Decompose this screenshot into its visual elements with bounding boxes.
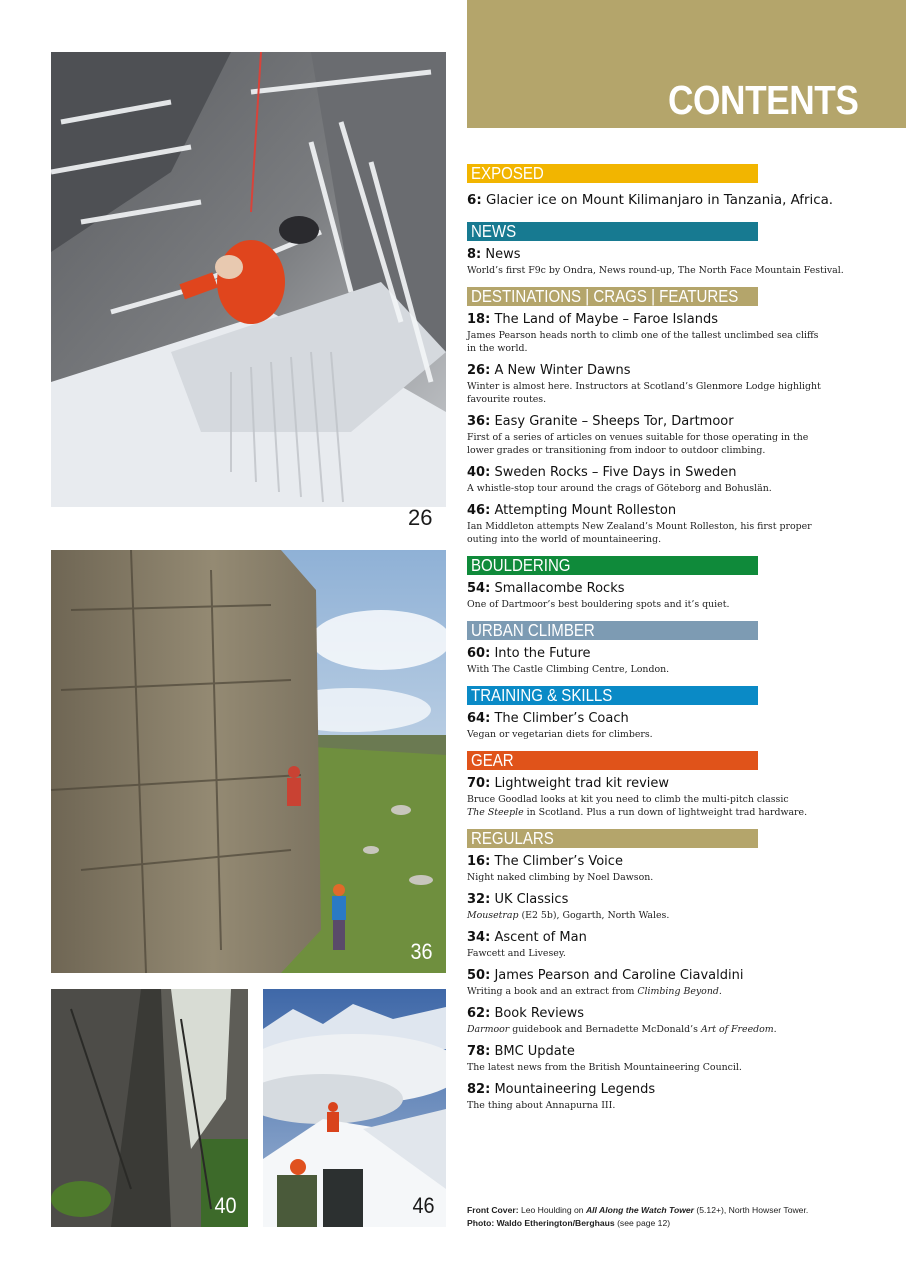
- page-title: CONTENTS: [667, 77, 858, 123]
- toc-entry[interactable]: 64: The Climber’s Coach: [467, 711, 629, 726]
- toc-entry[interactable]: 18: The Land of Maybe – Faroe Islands: [467, 312, 718, 327]
- photo-ice-climber: [51, 52, 446, 507]
- toc-entry[interactable]: 50: James Pearson and Caroline Ciavaldini: [467, 968, 744, 983]
- toc-entry-desc: Vegan or vegetarian diets for climbers.: [467, 729, 653, 740]
- section-header-exposed: EXPOSED: [467, 164, 758, 183]
- section-header-regulars: REGULARS: [467, 829, 758, 848]
- toc-entry[interactable]: 16: The Climber’s Voice: [467, 854, 623, 869]
- photo-page-number: 46: [411, 1193, 434, 1218]
- toc-entry[interactable]: 78: BMC Update: [467, 1044, 575, 1059]
- photo-page-number: 40: [213, 1193, 236, 1218]
- toc-entry-desc: Mousetrap (E2 5b), Gogarth, North Wales.: [467, 910, 670, 921]
- toc-entry[interactable]: 8: News: [467, 247, 521, 262]
- toc-entry-desc: A whistle-stop tour around the crags of Göteborg and Bohuslän.: [467, 483, 772, 494]
- photo-page-number-26: 26: [408, 505, 433, 530]
- photo-snow-ridge: [263, 989, 446, 1227]
- toc-entry-desc: Winter is almost here. Instructors at Scotland’s Glenmore Lodge highlight favourite routes.: [467, 381, 821, 405]
- table-of-contents: [467, 164, 887, 1112]
- toc-entry-desc: The latest news from the British Mountaineering Council.: [467, 1062, 742, 1073]
- toc-entry-desc: Writing a book and an extract from Climbing Beyond.: [467, 986, 722, 997]
- toc-entry[interactable]: 6: Glacier ice on Mount Kilimanjaro in Tanzania, Africa.: [467, 193, 834, 208]
- section-header-urban-climber: URBAN CLIMBER: [467, 621, 758, 640]
- toc-entry-desc: Fawcett and Livesey.: [467, 948, 566, 959]
- toc-entry[interactable]: 46: Attempting Mount Rolleston: [467, 503, 677, 518]
- toc-entry-desc: Bruce Goodlad looks at kit you need to climb the multi-pitch classic The Steeple in Scotland. Plus a run down of lightweight trad hardware.: [467, 794, 808, 818]
- toc-entry[interactable]: 40: Sweden Rocks – Five Days in Sweden: [467, 465, 737, 480]
- section-header-bouldering: BOULDERING: [467, 556, 758, 575]
- toc-entry-desc: James Pearson heads north to climb one of the tallest unclimbed sea cliffs in the world.: [467, 330, 819, 354]
- toc-entry[interactable]: 34: Ascent of Man: [467, 930, 587, 945]
- toc-entry-desc: Night naked climbing by Noel Dawson.: [467, 872, 654, 883]
- toc-entry-desc: First of a series of articles on venues suitable for those operating in the lower grades or transitioning from indoor to outdoor climbing.: [467, 432, 809, 456]
- section-header-news: NEWS: [467, 222, 758, 241]
- toc-entry[interactable]: 54: Smallacombe Rocks: [467, 581, 625, 596]
- section-header-gear: GEAR: [467, 751, 758, 770]
- photo-granite-tor: [51, 550, 446, 973]
- toc-entry-desc: Ian Middleton attempts New Zealand’s Mount Rolleston, his first proper outing into the world of mountaineering.: [467, 521, 812, 545]
- toc-entry[interactable]: 82: Mountaineering Legends: [467, 1082, 656, 1097]
- toc-entry[interactable]: 60: Into the Future: [467, 646, 591, 661]
- toc-entry[interactable]: 26: A New Winter Dawns: [467, 363, 631, 378]
- toc-entry[interactable]: 32: UK Classics: [467, 892, 569, 907]
- toc-entry-desc: One of Dartmoor’s best bouldering spots and it’s quiet.: [467, 599, 730, 610]
- cover-credit: Front Cover: Leo Houlding on All Along the Watch Tower (5.12+), North Howser Tower. Photo: Waldo Etherington/Berghaus (see page 12): [467, 1205, 809, 1228]
- section-header-destinations: DESTINATIONS | CRAGS | FEATURES: [467, 287, 758, 306]
- toc-entry-desc: With The Castle Climbing Centre, London.: [467, 664, 670, 675]
- toc-entry[interactable]: 70: Lightweight trad kit review: [467, 776, 669, 791]
- toc-entry-desc: World’s first F9c by Ondra, News round-up, The North Face Mountain Festival.: [467, 265, 844, 276]
- contents-banner: [467, 0, 906, 128]
- toc-entry-desc: Darmoor guidebook and Bernadette McDonald’s Art of Freedom.: [467, 1024, 777, 1035]
- toc-entry[interactable]: 36: Easy Granite – Sheeps Tor, Dartmoor: [467, 414, 734, 429]
- photo-gully: [51, 989, 248, 1227]
- section-header-training: TRAINING & SKILLS: [467, 686, 758, 705]
- toc-entry-desc: The thing about Annapurna III.: [467, 1100, 616, 1111]
- toc-entry[interactable]: 62: Book Reviews: [467, 1006, 585, 1021]
- photo-page-number: 36: [409, 939, 432, 964]
